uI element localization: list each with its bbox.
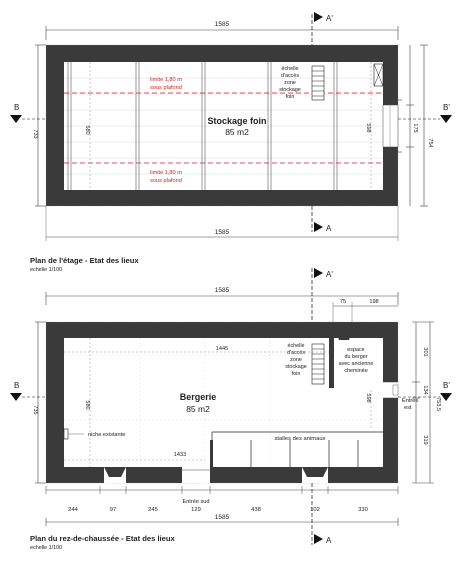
lower-dim-bottom-total-label: 1585 — [214, 514, 230, 521]
upper-red-note-bottom-1: limite 1,80 m — [150, 170, 182, 176]
upper-ladder-icon — [312, 66, 324, 100]
lower-ladder-note-2: d'accès — [286, 350, 306, 356]
lower-dim-right-301-label: 301 — [422, 347, 428, 357]
upper-room-name: Stockage foin — [207, 116, 267, 126]
lower-ladder-note-4: stockage — [285, 364, 307, 370]
lower-partition-wall — [329, 338, 334, 388]
lower-south-door — [182, 467, 210, 483]
lower-dim-top-label: 1585 — [214, 287, 230, 294]
section-a-prime-lower-label: A' — [326, 270, 333, 279]
lower-ladder-note-3: zone — [290, 357, 302, 363]
upper-dim-top-label: 1585 — [214, 21, 230, 28]
lower-berger-note-3: avec ancienne — [338, 361, 374, 367]
lower-dim-seg-2: 97 — [109, 507, 117, 513]
lower-dim-left-inner-label: 580 — [84, 400, 90, 410]
lower-dim-seg-7: 330 — [358, 507, 368, 513]
ground-floor-plan — [10, 268, 452, 551]
upper-room-area: 85 m2 — [225, 127, 249, 137]
lower-dim-right-319-label: 319 — [422, 435, 428, 445]
lower-dim-bottom-total — [46, 514, 398, 526]
upper-ladder-note-4: stockage — [279, 87, 301, 93]
lower-dim-seg-6: 102 — [310, 507, 320, 513]
section-mark-a-lower — [312, 483, 332, 545]
section-mark-a-prime-upper — [312, 12, 333, 45]
upper-dim-right — [406, 45, 433, 206]
lower-dim-1433-label: 1433 — [173, 452, 187, 458]
upper-dim-bottom — [46, 206, 398, 241]
section-b-prime-label: B' — [443, 103, 450, 112]
lower-dim-top-75-label: 75 — [339, 299, 347, 305]
upper-dim-right-inner-label: 598 — [365, 123, 371, 133]
lower-dim-top-198-label: 198 — [369, 299, 379, 305]
upper-plan-scale: echelle 1/100 — [30, 267, 63, 273]
lower-plan-title: Plan du rez-de-chaussée - Etat des lieux — [30, 534, 175, 543]
section-a-label: A — [326, 224, 332, 233]
upper-ladder-note-2: d'accès — [280, 73, 300, 79]
upper-chimney-icon — [374, 64, 383, 86]
section-mark-b-lower — [10, 381, 46, 401]
lower-berger-note-4: cheminée — [344, 368, 368, 374]
upper-dim-left-inner-label: 580 — [84, 125, 90, 135]
section-mark-b-upper — [10, 103, 46, 123]
lower-plan-scale: echelle 1/100 — [30, 545, 63, 551]
lower-ladder-icon — [312, 344, 324, 384]
upper-plan-title: Plan de l'étage - Etat des lieux — [30, 256, 139, 265]
lower-berger-note-2: du berger — [344, 354, 368, 360]
lower-dim-seg-4: 129 — [191, 507, 201, 513]
upper-dim-bottom-label: 1585 — [214, 229, 230, 236]
lower-dim-bottom-segments — [46, 486, 398, 494]
lower-dim-right-753-label: 753,5 — [435, 397, 441, 411]
upper-floor-plan — [10, 12, 452, 273]
upper-dim-left-outer — [32, 45, 46, 206]
lower-entree-est-1: Entrée — [402, 398, 419, 404]
lower-dim-left-outer-label: 735 — [32, 405, 38, 415]
lower-entree-sud: Entrée sud — [182, 499, 210, 505]
upper-red-note-top-1: limite 1,80 m — [150, 77, 182, 83]
lower-ladder-note-5: foin — [291, 371, 301, 377]
lower-dim-seg-1: 244 — [68, 507, 78, 513]
lower-dim-right-134-label: 134 — [422, 385, 428, 395]
upper-dim-left-outer-label: 733 — [32, 129, 38, 139]
upper-ladder-note-5: foin — [285, 94, 295, 100]
upper-red-note-top-2: sous plafond — [150, 85, 182, 91]
lower-room-area: 85 m2 — [186, 404, 210, 414]
upper-red-note-bottom-2: sous plafond — [150, 178, 182, 184]
upper-east-opening — [383, 105, 398, 147]
upper-dim-right-outer-label: 754 — [427, 138, 433, 148]
upper-dim-top — [46, 21, 398, 40]
lower-dim-seg-3: 245 — [148, 507, 158, 513]
lower-entree-est-2: est — [404, 405, 412, 411]
lower-dim-seg-5: 438 — [251, 507, 261, 513]
section-a-lower-label: A — [326, 536, 332, 545]
section-b-prime-lower-label: B' — [443, 381, 450, 390]
section-mark-a-upper — [312, 206, 332, 233]
lower-ladder-note-1: échelle — [287, 343, 305, 349]
lower-berger-note-1: espace — [347, 347, 365, 353]
lower-interior — [64, 338, 383, 467]
section-mark-b-prime-upper — [398, 103, 452, 123]
lower-dim-1445-label: 1445 — [215, 346, 229, 352]
section-b-label: B — [14, 103, 20, 112]
upper-ladder-note-3: zone — [284, 80, 296, 86]
upper-ladder-note-1: échelle — [281, 66, 299, 72]
lower-room-name: Bergerie — [179, 392, 217, 402]
lower-dim-left-outer — [32, 322, 46, 483]
lower-stalls-note: stalles des animaux — [274, 436, 326, 442]
section-b-lower-label: B — [14, 381, 20, 390]
section-a-prime-label: A' — [326, 14, 333, 23]
lower-niche-icon — [64, 429, 68, 439]
section-mark-a-prime-lower — [312, 268, 333, 322]
lower-niche-note: niche existante — [88, 432, 126, 438]
lower-dim-right-inner-label: 598 — [365, 393, 371, 403]
lower-dim-top — [46, 287, 398, 322]
upper-dim-right-small-label: 175 — [412, 123, 418, 133]
